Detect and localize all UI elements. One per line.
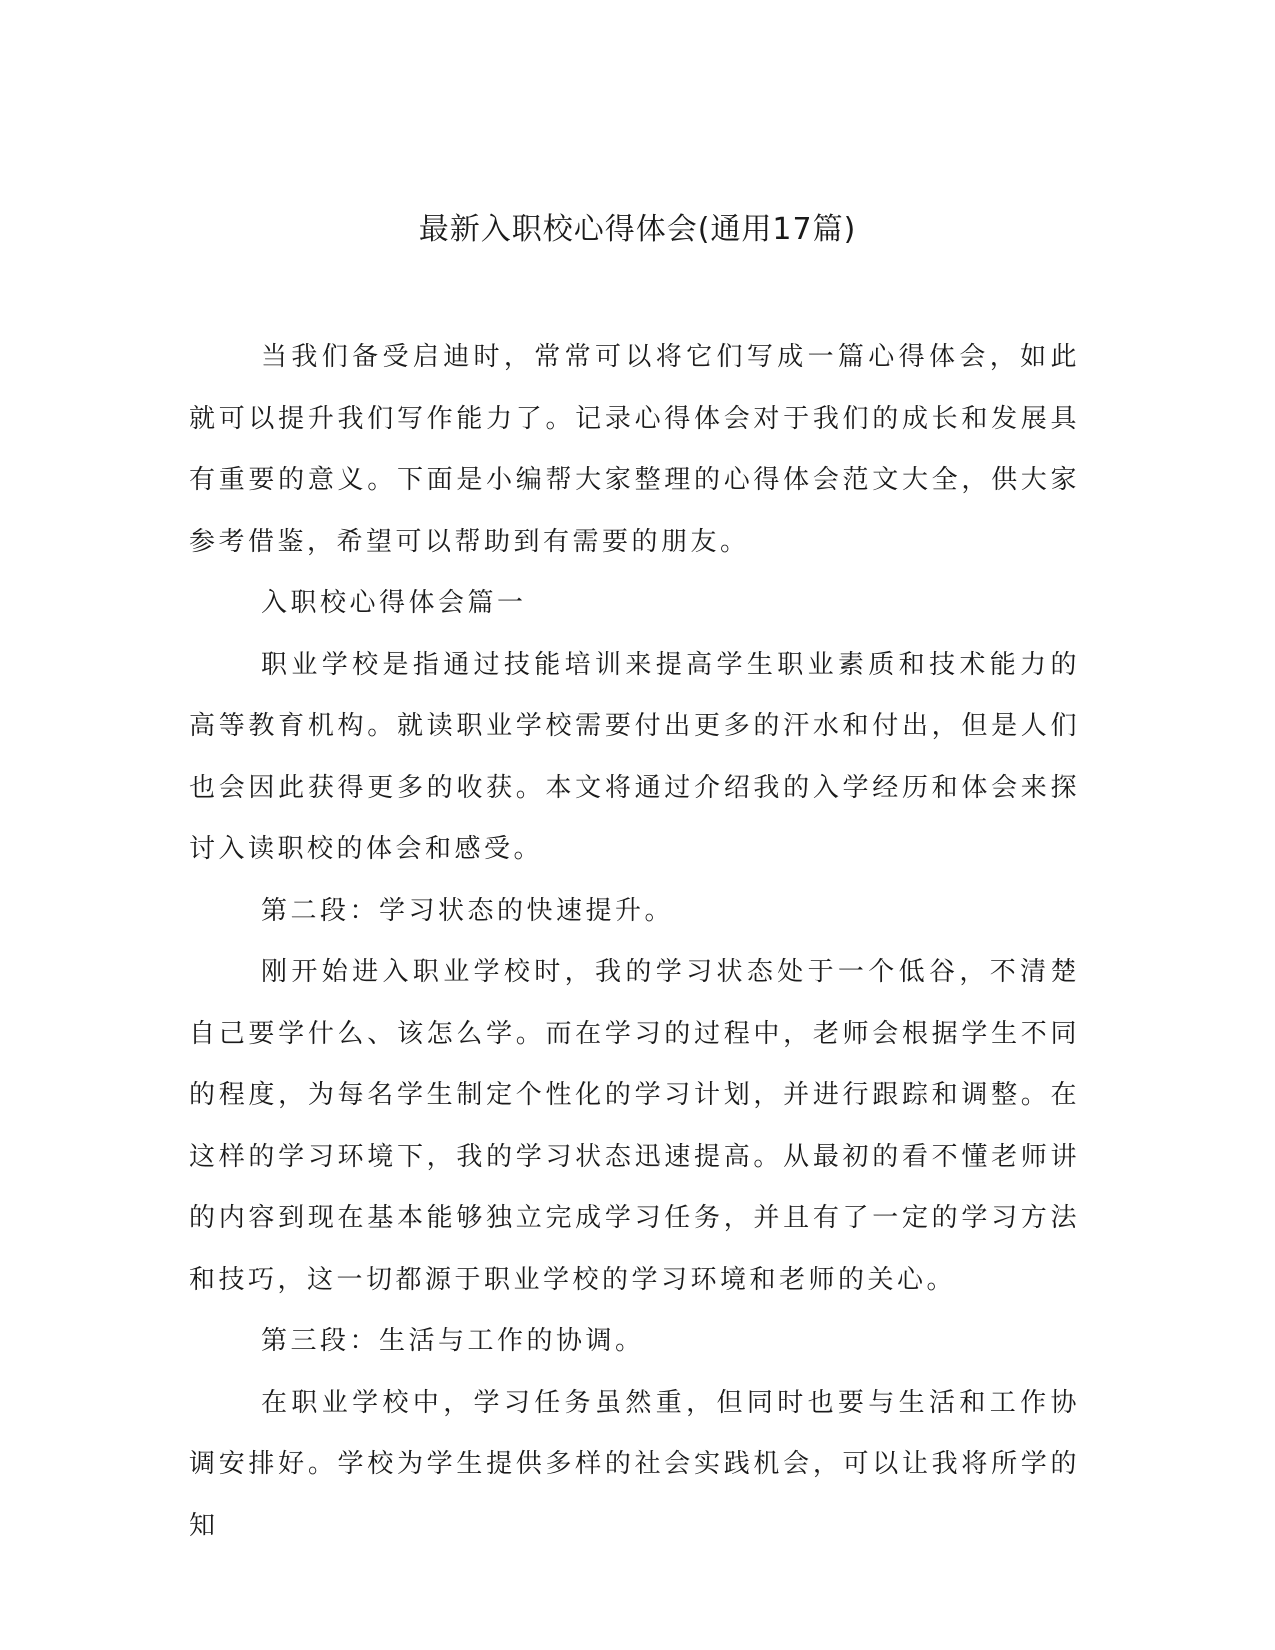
document-title: 最新入职校心得体会(通用17篇) bbox=[418, 212, 857, 247]
paragraph-learning-state: 刚开始进入职业学校时，我的学习状态处于一个低谷，不清楚自己要学什么、该怎么学。而在学习的过程中，老师会根据学生不同的程度，为每名学生制定个性化的学习计划，并进行跟踪和调整。在这样的学习环境下，我的学习状态迅速提高。从最初的看不懂老师讲的内容到现在基本能够独立完成学习任务，并且有了一定的学习方法和技巧，这一切都源于职业学校的学习环境和老师的关心。 bbox=[189, 957, 1080, 1295]
paragraph-life-work-balance: 在职业学校中，学习任务虽然重，但同时也要与生活和工作协调安排好。学校为学生提供多样的社会实践机会，可以让我将所学的知 bbox=[189, 1387, 1080, 1541]
paragraph-vocational-school: 职业学校是指通过技能培训来提高学生职业素质和技术能力的高等教育机构。就读职业学校需要付出更多的汗水和付出，但是人们也会因此获得更多的收获。本文将通过介绍我的入学经历和体会来探讨入读职校的体会和感受。 bbox=[189, 649, 1080, 864]
section-heading-third: 第三段：生活与工作的协调。 bbox=[261, 1326, 645, 1356]
section-heading-second: 第二段：学习状态的快速提升。 bbox=[261, 895, 675, 926]
document-body bbox=[189, 327, 1080, 1557]
intro-paragraph: 当我们备受启迪时，常常可以将它们写成一篇心得体会，如此就可以提升我们写作能力了。记录心得体会对于我们的成长和发展具有重要的意义。下面是小编帮大家整理的心得体会范文大全，供大家参考借鉴，希望可以帮助到有需要的朋友。 bbox=[189, 342, 1080, 557]
section-heading-part-one: 入职校心得体会篇一 bbox=[261, 588, 527, 618]
